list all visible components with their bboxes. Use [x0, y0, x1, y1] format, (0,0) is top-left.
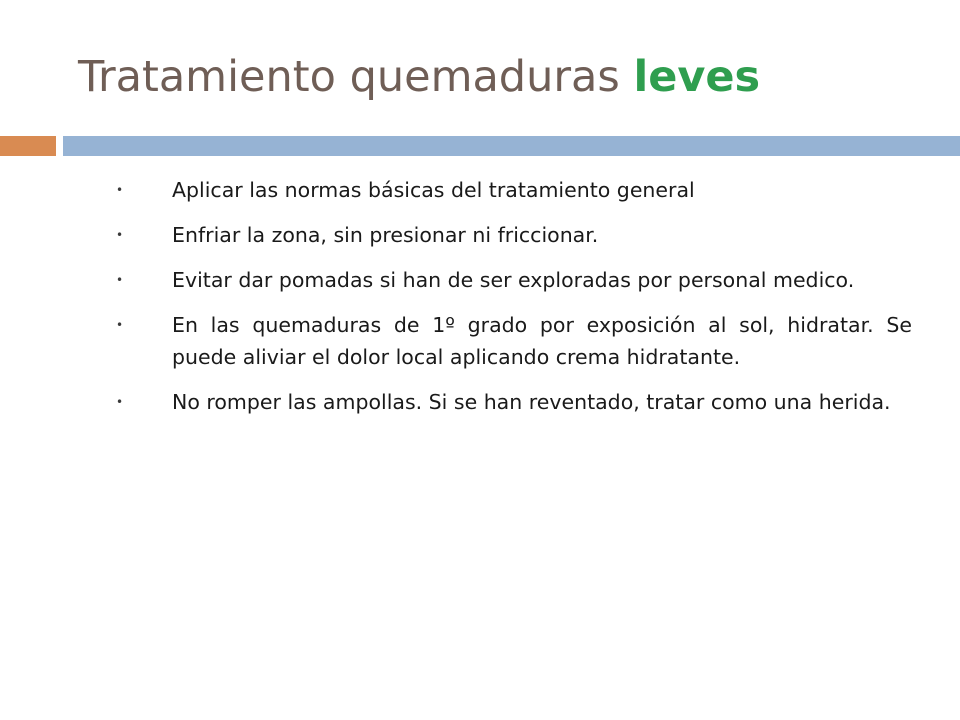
bullet-dot-icon: • — [116, 183, 124, 197]
slide-title — [78, 46, 938, 108]
bullet-text: No romper las ampollas. Si se han reventado, tratar como una herida. — [172, 390, 891, 414]
bullet-item — [112, 264, 912, 296]
slide-title-accent: leves — [633, 52, 761, 102]
bullet-text: En las quemaduras de 1º grado por exposición al sol, hidratar. Se puede aliviar el dolor local aplicando crema hidratante. — [172, 313, 912, 369]
bullet-item — [112, 309, 912, 373]
title-rule-blue-segment — [63, 136, 960, 156]
bullet-item — [112, 174, 912, 206]
bullet-dot-icon: • — [116, 273, 124, 287]
slide-title-main: Tratamiento quemaduras — [78, 52, 634, 102]
bullet-item — [112, 219, 912, 251]
bullet-dot-icon: • — [116, 318, 124, 332]
bullet-dot-icon: • — [116, 228, 124, 242]
bullet-text: Aplicar las normas básicas del tratamiento general — [172, 178, 695, 202]
title-rule-orange-segment — [0, 136, 56, 156]
bullet-text: Evitar dar pomadas si han de ser exploradas por personal medico. — [172, 268, 855, 292]
bullet-item — [112, 386, 912, 418]
bullet-text: Enfriar la zona, sin presionar ni friccionar. — [172, 223, 599, 247]
bullet-list — [112, 174, 912, 431]
bullet-dot-icon: • — [116, 395, 124, 409]
